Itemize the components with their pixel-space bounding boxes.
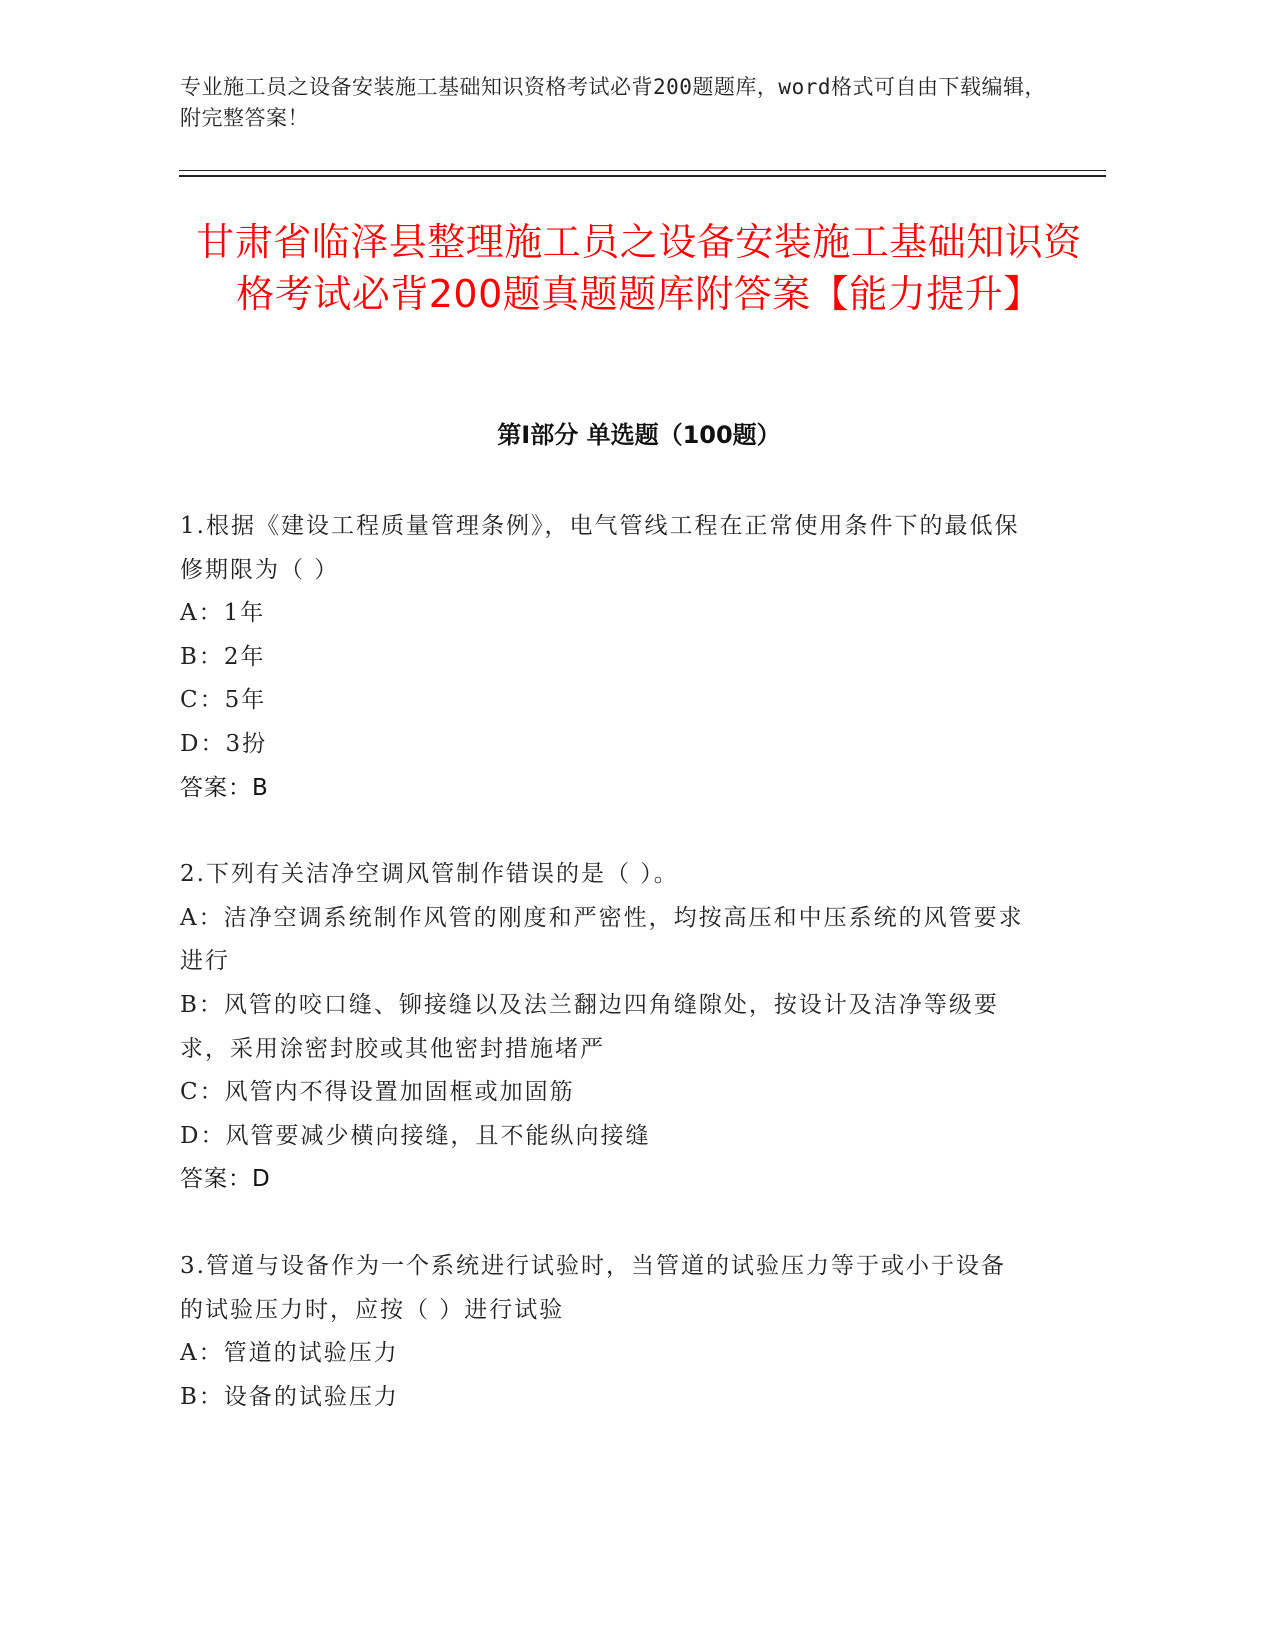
option-d: D：3扮 [180,730,268,757]
option-c: C：风管内不得设置加固框或加固筋 [180,1079,575,1106]
option-a: A：1年 [180,600,266,627]
question-stem: 3.管道与设备作为一个系统进行试验时，当管道的试验压力等于或小于设备的试验压力时，应按（ ）进行试验 [180,1252,1006,1323]
question-stem: 2.下列有关洁净空调风管制作错误的是（ ）。 [180,861,679,888]
answer-line: 答案：B [180,774,269,801]
header-divider-thin [179,170,1106,171]
option-c: C：5年 [180,687,267,714]
section-title: 第I部分 单选题（100题） [497,421,781,449]
question-2 [180,853,1030,1202]
option-b: B：风管的咬口缝、铆接缝以及法兰翻边四角缝隙处，按设计及洁净等级要求，采用涂密封胶或其他密封措施堵严 [180,991,999,1062]
option-a: A：管道的试验压力 [180,1340,399,1367]
option-b: B：2年 [180,643,266,670]
question-1 [180,505,1030,810]
question-3 [180,1245,1030,1419]
option-a: A：洁净空调系统制作风管的刚度和严密性，均按高压和中压系统的风管要求进行 [180,904,1024,975]
option-d: D：风管要减少横向接缝，且不能纵向接缝 [180,1122,651,1149]
answer-line: 答案：D [180,1166,271,1193]
header-divider-thick [179,175,1106,177]
header-note: 专业施工员之设备安装施工基础知识资格考试必背200题题库，word格式可自由下载编辑，附完整答案！ [180,75,1046,130]
question-stem: 1.根据《建设工程质量管理条例》，电气管线工程在正常使用条件下的最低保修期限为（ ） [180,513,1020,583]
option-b: B：设备的试验压力 [180,1383,399,1410]
question-list [180,505,1030,1419]
document-title: 甘肃省临泽县整理施工员之设备安装施工基础知识资格考试必背200题真题题库附答案【能力提升】 [196,220,1082,316]
